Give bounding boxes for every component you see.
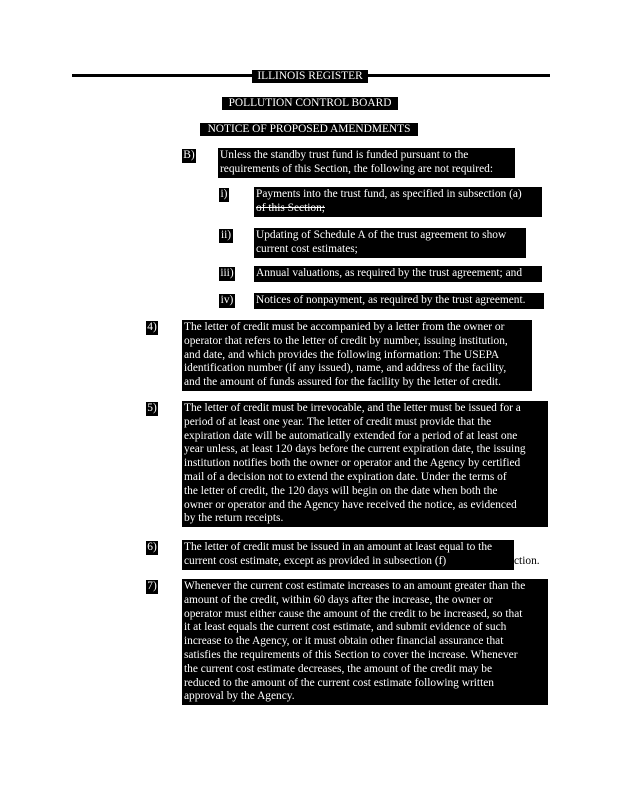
para-7-line: reduced to the amount of the current cost estimate following written <box>184 676 494 689</box>
para-4-line: The letter of credit must be accompanied by a letter from the owner or <box>184 321 505 333</box>
para-7-line: Whenever the current cost estimate increases to an amount greater than the <box>184 580 526 592</box>
item-iv-line: Notices of nonpayment, as required by the trust agreement. <box>256 294 526 306</box>
item-b-label: B) <box>183 149 195 161</box>
para-4-line: and the amount of funds assured for the facility by the letter of credit. <box>184 376 501 389</box>
para-5-line: by the return receipts. <box>184 512 284 525</box>
para-6-text <box>182 540 514 570</box>
item-iii-line: Annual valuations, as required by the trust agreement; and <box>256 267 523 279</box>
item-b-text <box>218 148 515 178</box>
item-i-text <box>254 187 542 217</box>
para-5-line: year unless, at least 120 days before the current expiration date, the issuing <box>184 443 526 456</box>
para-7-line: it at least equals the current cost estimate, and submit evidence of such <box>184 621 507 634</box>
para-7-line: amount of the credit, within 60 days after the increase, the owner or <box>184 593 493 606</box>
para-5-line: owner or operator and the Agency have received the notice, as evidenced <box>184 498 517 511</box>
item-iv-text <box>254 293 544 309</box>
item-iv-label: iv) <box>220 294 234 306</box>
item-ii-text <box>254 228 526 258</box>
item-ii-line: current cost estimates; <box>256 242 358 255</box>
para-7-line: operator must either cause the amount of the credit to be increased, so that <box>184 607 523 620</box>
para-4-text <box>182 320 532 391</box>
item-i-line: Payments into the trust fund, as specified in subsection (a) <box>256 188 522 200</box>
para-6-label: 6) <box>147 541 157 553</box>
para-7-line: the current cost estimate decreases, the amount of the credit may be <box>184 662 493 675</box>
notice-title: NOTICE OF PROPOSED AMENDMENTS <box>200 123 418 136</box>
para-7-text <box>182 579 548 705</box>
item-b-line: Unless the standby trust fund is funded pursuant to the <box>220 149 469 161</box>
item-i-label: i) <box>220 188 228 200</box>
para-5-line: institution notifies both the owner or operator and the Agency by certified <box>184 457 521 470</box>
para-7-line: approval by the Agency. <box>184 690 295 703</box>
para-5-line: mail of a decision not to extend the expiration date. Under the terms of <box>184 470 507 483</box>
item-ii-line: Updating of Schedule A of the trust agreement to show <box>256 229 507 241</box>
item-iii-text <box>254 266 542 282</box>
item-iii-label: iii) <box>220 267 234 279</box>
para-6-tail: ction. <box>514 555 540 567</box>
item-ii-label: ii) <box>220 229 232 241</box>
para-5-line: The letter of credit must be irrevocable, and the letter must be issued for a <box>184 402 521 414</box>
item-i-line: of this Section; <box>256 201 325 214</box>
para-4-line: and date, and which provides the following information: The USEPA <box>184 348 500 361</box>
para-5-line: expiration date will be automatically extended for a period of at least one <box>184 429 518 442</box>
para-7-label: 7) <box>147 580 157 592</box>
para-4-line: identification number (if any issued), name, and address of the facility, <box>184 362 507 375</box>
item-b-line: requirements of this Section, the following are not required: <box>220 162 493 175</box>
para-6-line: current cost estimate, except as provided in subsection (f) <box>184 554 447 567</box>
register-title: ILLINOIS REGISTER <box>252 70 368 83</box>
para-6-line: The letter of credit must be issued in an amount at least equal to the <box>184 541 493 553</box>
para-5-label: 5) <box>147 402 157 414</box>
para-5-line: period of at least one year. The letter of credit must provide that the <box>184 415 492 428</box>
para-7-line: satisfies the requirements of this Section to cover the increase. Whenever <box>184 648 518 661</box>
para-7-line: increase to the Agency, or it must obtain other financial assurance that <box>184 635 504 648</box>
para-4-line: operator that refers to the letter of credit by number, issuing institution, <box>184 334 508 347</box>
para-5-line: the letter of credit, the 120 days will begin on the date when both the <box>184 484 498 497</box>
para-4-label: 4) <box>147 321 157 333</box>
board-title: POLLUTION CONTROL BOARD <box>222 97 398 110</box>
para-5-text <box>182 401 548 527</box>
